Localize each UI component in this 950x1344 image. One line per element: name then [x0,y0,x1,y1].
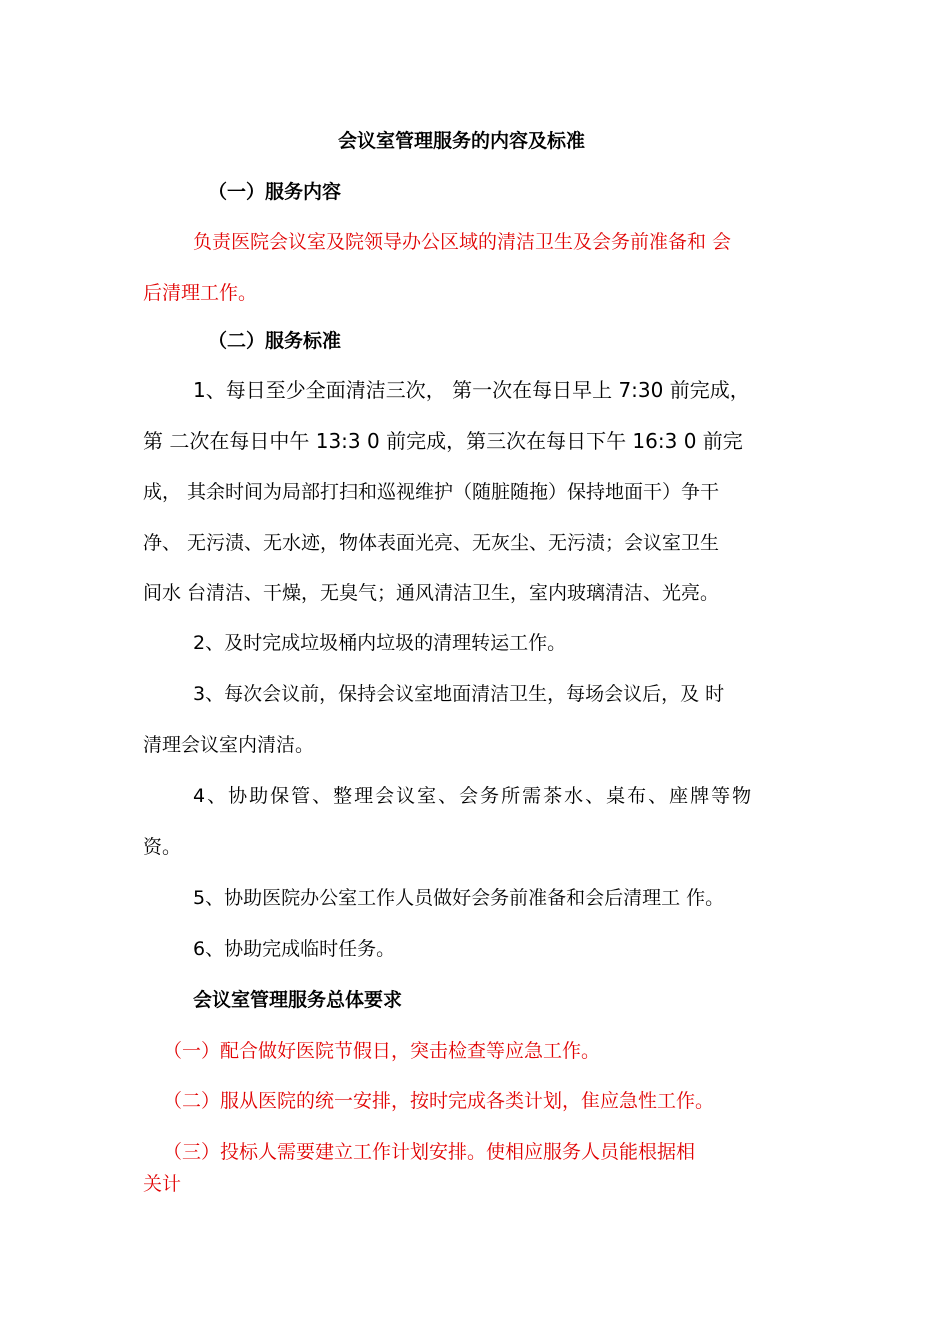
service-content-line-2: 后清理工作。 [143,282,258,304]
section-heading-service-content: （一）服务内容 [208,181,342,203]
standard-item-3-line-1: 3、每次会议前，保持会议室地面清洁卫生，每场会议后，及 时 [193,683,725,705]
standard-item-5: 5、协助医院办公室工作人员做好会务前准备和会后清理工 作。 [193,887,725,909]
standard-item-4-line-2: 资。 [143,836,182,858]
standard-item-6: 6、协助完成临时任务。 [193,938,396,960]
requirement-3-line-1: （三）投标人需要建立工作计划安排。使相应服务人员能根据相 [163,1141,696,1163]
standard-item-1-line-3: 成， 其余时间为局部打扫和巡视维护（随脏随拖）保持地面干）争干 [143,481,720,503]
standard-item-2: 2、及时完成垃圾桶内垃圾的清理转运工作。 [193,632,567,654]
standard-item-1-line-5: 间水 台清洁、干燥，无臭气；通风清洁卫生，室内玻璃清洁、光亮。 [143,582,720,604]
standard-item-1-line-2: 第 二次在每日中午 13:3 0 前完成，第三次在每日下午 16:3 0 前完 [143,429,743,453]
requirement-3-line-2: 关计 [143,1173,182,1195]
section-heading-overall-requirements: 会议室管理服务总体要求 [193,989,403,1011]
service-content-line-1: 负责医院会议室及院领导办公区域的清洁卫生及会务前准备和 会 [193,231,732,253]
document-title: 会议室管理服务的内容及标准 [338,130,586,152]
requirement-1: （一）配合做好医院节假日，突击检查等应急工作。 [163,1040,601,1062]
standard-item-3-line-2: 清理会议室内清洁。 [143,734,315,756]
section-heading-service-standard: （二）服务标准 [208,330,342,352]
standard-item-1-line-4: 净、 无污渍、无水迹，物体表面光亮、无灰尘、无污渍；会议室卫生 [143,532,720,554]
standard-item-4-line-1: 4、协助保管、整理会议室、会务所需茶水、桌布、座牌等物 [193,785,754,807]
requirement-2: （二）服从医院的统一安排，按时完成各类计划，隹应急性工作。 [163,1090,715,1112]
standard-item-1-line-1: 1、每日至少全面清洁三次， 第一次在每日早上 7:30 前完成， [193,378,750,402]
